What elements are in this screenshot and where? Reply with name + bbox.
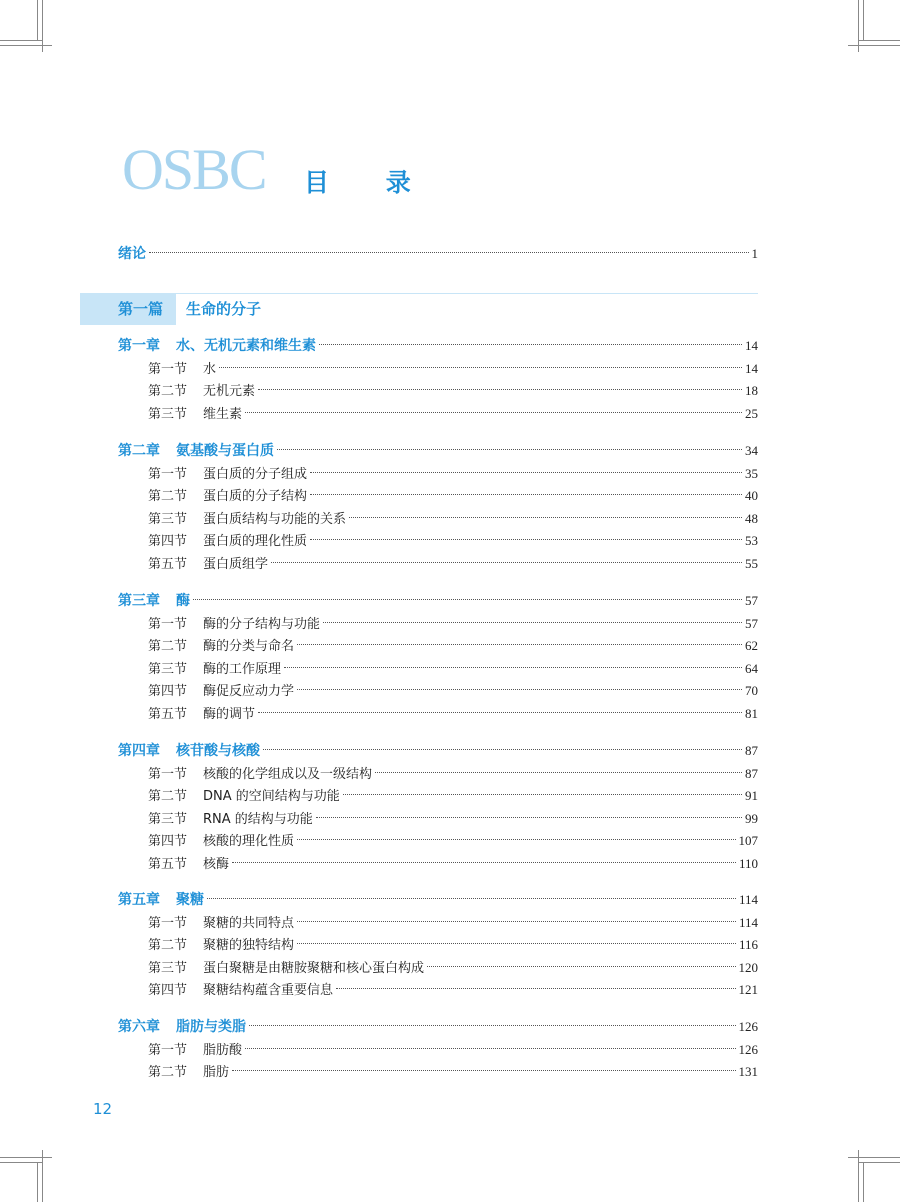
toc-section-title: 蛋白质组学 (203, 556, 269, 572)
toc-section-number: 第四节 (148, 834, 188, 849)
toc-chapter-label (118, 889, 204, 911)
page-title: 目 录 (304, 168, 435, 197)
toc-chapter[interactable] (118, 1016, 758, 1038)
toc-section-label (148, 404, 242, 426)
dot-leader (263, 748, 742, 750)
toc-section-label (148, 913, 294, 935)
toc-page-number: 114 (738, 892, 758, 907)
toc-page-number: 57 (745, 593, 758, 608)
toc-section-title: 酶的分子结构与功能 (203, 616, 321, 632)
dot-leader (336, 987, 735, 989)
toc-section-label (148, 1040, 242, 1062)
toc-section[interactable] (148, 912, 758, 934)
toc-page-number: 126 (738, 1019, 758, 1034)
page-number: 12 (93, 1100, 113, 1118)
toc-section-title: 无机元素 (203, 384, 256, 399)
toc-section-number: 第三节 (148, 811, 188, 827)
toc-section-label (148, 980, 333, 1002)
dot-leader (245, 1047, 735, 1049)
dot-leader (207, 897, 736, 899)
dot-leader (271, 561, 742, 563)
toc-chapter[interactable] (118, 335, 758, 357)
toc-section-title: 酶的分类与命名 (203, 639, 295, 654)
toc-section[interactable] (148, 635, 758, 657)
toc-chapter-number: 第一章 (118, 338, 160, 354)
toc-page-number: 131 (738, 1064, 758, 1079)
toc-page-number: 87 (745, 765, 758, 781)
toc-section-number: 第三节 (148, 960, 188, 976)
toc-section-title: 聚糖的共同特点 (203, 915, 295, 931)
toc-section-label (148, 704, 255, 726)
toc-page-number: 121 (738, 982, 758, 997)
toc-section-number: 第三节 (148, 511, 188, 527)
toc-section-title: 酶的工作原理 (203, 661, 282, 677)
toc-section-label (148, 636, 294, 658)
toc-section-title: 核酶 (203, 856, 230, 872)
toc-section[interactable] (148, 380, 758, 402)
toc-section-title: 蛋白质结构与功能的关系 (203, 511, 347, 527)
dot-leader (375, 771, 742, 773)
toc-section-title: 核酸的理化性质 (203, 834, 295, 849)
dot-leader (297, 688, 742, 690)
dot-leader (297, 942, 736, 944)
toc-section-number: 第五节 (148, 556, 188, 572)
toc-section[interactable] (148, 403, 758, 425)
toc-chapter-number: 第二章 (118, 443, 160, 459)
toc-chapter-number: 第五章 (118, 892, 160, 908)
dot-leader (297, 838, 735, 840)
toc-page-number: 14 (745, 360, 758, 376)
toc-section-title: 脂肪 (203, 1065, 230, 1080)
dot-leader (232, 861, 736, 863)
toc-section-title: 维生素 (203, 406, 243, 422)
toc-page-number: 114 (738, 914, 758, 930)
dot-leader (277, 448, 742, 450)
toc-chapter-title: 氨基酸与蛋白质 (176, 443, 274, 459)
toc-section-number: 第一节 (148, 766, 188, 782)
toc-page-number: 14 (745, 338, 758, 353)
toc-page-number: 18 (745, 383, 758, 398)
dot-leader (310, 538, 742, 540)
toc-section[interactable] (148, 463, 758, 485)
toc-chapter-number: 第四章 (118, 743, 160, 759)
toc-section-number: 第二节 (148, 639, 188, 654)
toc-section-number: 第四节 (148, 684, 188, 699)
part-band (80, 293, 758, 325)
toc-section-title: 聚糖结构蕴含重要信息 (203, 983, 334, 998)
toc-chapter-label (118, 740, 260, 762)
toc-section-label (148, 1062, 229, 1084)
toc-section[interactable] (148, 830, 758, 852)
dot-leader (323, 621, 742, 623)
toc-page-number: 25 (745, 405, 758, 421)
toc-page-number: 34 (745, 443, 758, 458)
toc-chapter-label (118, 1016, 246, 1038)
toc-section-label (148, 464, 307, 486)
toc-section-label (148, 854, 229, 876)
toc-chapter-number: 第六章 (118, 1019, 160, 1035)
toc-section[interactable] (148, 553, 758, 575)
toc-chapter-number: 第三章 (118, 593, 160, 609)
toc-section-label (148, 764, 372, 786)
toc-section-number: 第二节 (148, 489, 188, 504)
toc-chapter-label (118, 335, 316, 357)
toc-section-number: 第二节 (148, 384, 188, 399)
toc-section[interactable] (148, 508, 758, 530)
toc-page-number: 48 (745, 510, 758, 526)
toc-section-number: 第五节 (148, 856, 188, 872)
toc-section-title: 蛋白质的分子组成 (203, 466, 308, 482)
toc-chapter-title: 酶 (176, 593, 190, 609)
dot-leader (343, 793, 742, 795)
dot-leader (245, 411, 742, 413)
dot-leader (258, 388, 742, 390)
osbc-logo: OSBC (122, 137, 266, 202)
toc-page-number: 62 (745, 638, 758, 653)
toc-section-label (148, 381, 255, 403)
toc-chapter-title: 核苷酸与核酸 (176, 743, 260, 759)
toc-chapter-label (118, 440, 274, 462)
toc-section[interactable] (148, 530, 758, 552)
toc-section-label (148, 809, 313, 831)
part-title: 生命的分子 (186, 300, 262, 318)
toc-page-number: 126 (738, 1041, 758, 1057)
toc-section-label (148, 935, 294, 957)
toc-section-label (148, 531, 307, 553)
toc-section-label (148, 659, 281, 681)
toc-section-label (148, 786, 340, 808)
toc-chapter-title: 聚糖 (176, 892, 204, 908)
toc-section-number: 第一节 (148, 616, 188, 632)
part-rule (176, 293, 758, 294)
toc-section-label (148, 614, 320, 636)
toc-section[interactable] (148, 808, 758, 830)
toc-section-number: 第一节 (148, 1042, 188, 1058)
dot-leader (249, 1024, 736, 1026)
toc-section[interactable] (148, 785, 758, 807)
toc-chapter[interactable] (118, 440, 758, 462)
toc-section[interactable] (148, 853, 758, 875)
dot-leader (297, 643, 742, 645)
toc-section-label (148, 958, 424, 980)
toc-section-number: 第四节 (148, 534, 188, 549)
toc-page-number: 53 (745, 533, 758, 548)
toc-section-number: 第五节 (148, 706, 188, 722)
toc-page-number: 55 (745, 555, 758, 571)
toc-page-number: 107 (738, 833, 758, 848)
toc-section[interactable] (148, 680, 758, 702)
toc-section-label (148, 509, 346, 531)
toc-page-number: 87 (745, 743, 758, 758)
dot-leader (232, 1069, 735, 1071)
toc-section-title: 蛋白质的分子结构 (203, 489, 308, 504)
toc-page-number: 116 (738, 937, 758, 952)
toc-page-number: 40 (745, 488, 758, 503)
toc-page-number: 81 (745, 705, 758, 721)
dot-leader (219, 366, 742, 368)
dot-leader (297, 920, 736, 922)
toc-page-number: 110 (738, 855, 758, 871)
toc-section-title: RNA 的结构与功能 (203, 811, 313, 827)
toc-chapter[interactable] (118, 889, 758, 911)
toc-section-title: 酶促反应动力学 (203, 684, 295, 699)
dot-leader (319, 343, 742, 345)
toc-intro[interactable] (118, 243, 758, 265)
toc-section-title: 核酸的化学组成以及一级结构 (203, 766, 373, 782)
toc-intro-label: 绪论 (118, 246, 146, 262)
toc-section-label (148, 554, 268, 576)
toc-section-number: 第二节 (148, 1065, 188, 1080)
toc-section-label (148, 486, 307, 508)
part-label: 第一篇 (118, 300, 164, 318)
toc-section-number: 第三节 (148, 406, 188, 422)
toc-section-number: 第三节 (148, 661, 188, 677)
toc-section-number: 第二节 (148, 789, 188, 804)
toc-section[interactable] (148, 979, 758, 1001)
toc-section[interactable] (148, 658, 758, 680)
toc-section[interactable] (148, 1039, 758, 1061)
toc-section[interactable] (148, 763, 758, 785)
toc-section-label (148, 681, 294, 703)
toc-section-number: 第一节 (148, 361, 188, 377)
toc-chapter[interactable] (118, 590, 758, 612)
toc-page-number: 57 (745, 615, 758, 631)
toc-page-number: 1 (751, 246, 758, 261)
toc-section[interactable] (148, 934, 758, 956)
toc-page-number: 64 (745, 660, 758, 676)
toc-page-number: 120 (738, 959, 758, 975)
toc-section[interactable] (148, 1061, 758, 1083)
dot-leader (316, 816, 742, 818)
toc-section-title: 水 (203, 361, 217, 377)
toc-chapter-title: 脂肪与类脂 (176, 1019, 246, 1035)
toc-section-label (148, 359, 216, 381)
toc-section-title: 酶的调节 (203, 706, 256, 722)
toc-page-number: 70 (745, 683, 758, 698)
toc-section[interactable] (148, 703, 758, 725)
toc-section[interactable] (148, 957, 758, 979)
dot-leader (284, 666, 742, 668)
toc-chapter[interactable] (118, 740, 758, 762)
toc-page-number: 91 (745, 788, 758, 803)
dot-leader (258, 711, 742, 713)
dot-leader (193, 598, 742, 600)
dot-leader (349, 516, 742, 518)
toc-section-title: DNA 的空间结构与功能 (203, 789, 340, 804)
toc-section[interactable] (148, 358, 758, 380)
toc-section-title: 蛋白聚糖是由糖胺聚糖和核心蛋白构成 (203, 960, 425, 976)
toc-section[interactable] (148, 613, 758, 635)
dot-leader (310, 471, 742, 473)
toc-chapter-label (118, 590, 190, 612)
toc-section-number: 第二节 (148, 938, 188, 953)
toc-section-title: 脂肪酸 (203, 1042, 243, 1058)
dot-leader (427, 965, 735, 967)
toc-section-title: 聚糖的独特结构 (203, 938, 295, 953)
toc-page-number: 99 (745, 810, 758, 826)
toc-section-number: 第一节 (148, 466, 188, 482)
dot-leader (310, 493, 742, 495)
toc-section-title: 蛋白质的理化性质 (203, 534, 308, 549)
toc-section[interactable] (148, 485, 758, 507)
dot-leader (149, 251, 749, 253)
toc-section-number: 第四节 (148, 983, 188, 998)
toc-section-label (148, 831, 294, 853)
toc-section-number: 第一节 (148, 915, 188, 931)
toc-page-number: 35 (745, 465, 758, 481)
toc-chapter-title: 水、无机元素和维生素 (176, 338, 316, 354)
